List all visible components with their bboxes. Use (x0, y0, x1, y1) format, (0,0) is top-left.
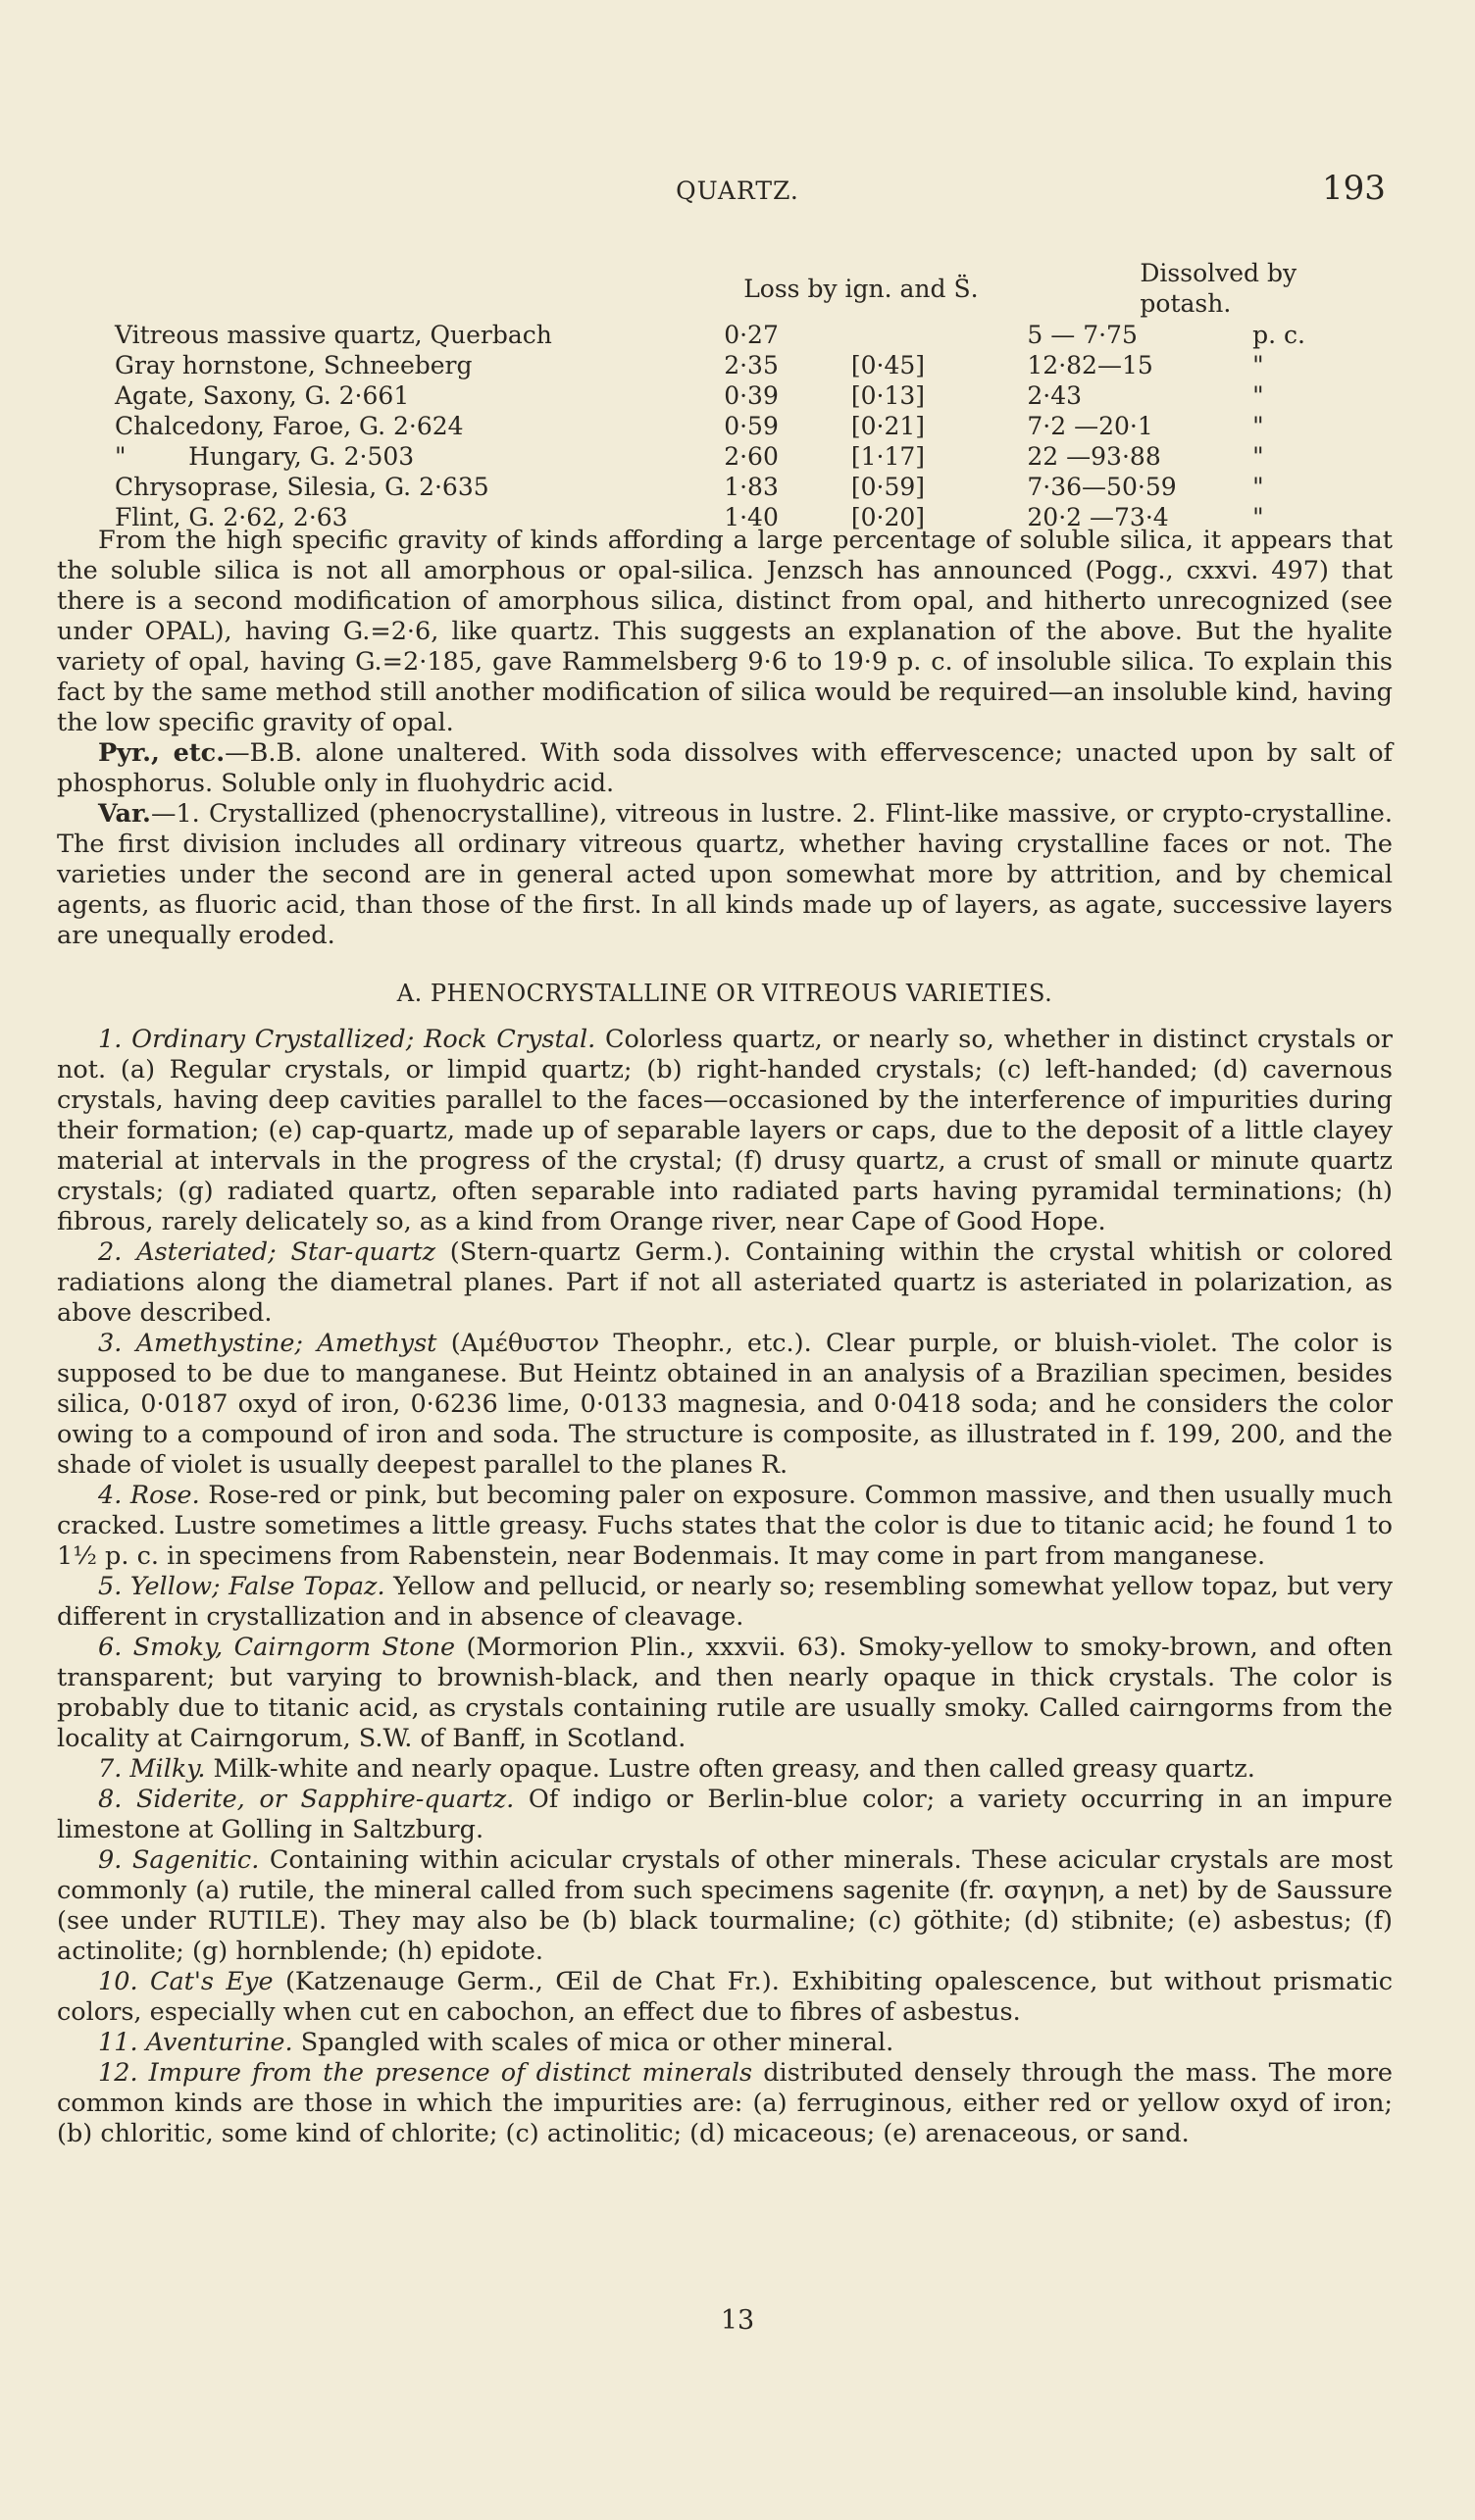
variety-text: distributed densely through the mass. The more common kinds are those in which the impurities are: (a) ferruginous, either red or yellow oxyd of iron; (b) chloritic, some kind of chlorite; (c) actinolitic; (d) micaceous; (e) arenaceous, or sand. (57, 2058, 1393, 2148)
variety-text: Containing within acicular crystals of other minerals. These acicular crystals are most commonly (a) rutile, the mineral called from such specimens sagenite (fr. σαγηνη, a net) by de Saussure (see under RUTILE). They may also be (b) black tourmaline; (c) göthite; (d) stibnite; (e) asbestus; (f) actinolite; (g) hornblende; (h) epidote. (57, 1845, 1394, 1966)
specimen-name: Chrysoprase, Silesia, G. 2·635 (115, 473, 489, 501)
body-text (57, 526, 1393, 2149)
var-text: —1. Crystallized (phenocrystalline), vitreous in lustre. 2. Flint-like massive, or crypto-crystalline. The first division includes all ordinary vitreous quartz, whether having crystalline faces or not. The varieties under the second are in general acted upon somewhat more by attrition, and by chemical agents, as fluoric acid, than those of the first. In all kinds made up of layers, as agate, successive layers are unequally eroded. (57, 799, 1393, 950)
pyr-label: Pyr., etc. (98, 738, 226, 768)
unit: " (1252, 503, 1264, 531)
table-row (115, 472, 1350, 502)
variety-entry (57, 2058, 1393, 2149)
variety-entry (57, 1481, 1393, 1572)
variety-label: 11. Aventurine. (98, 2028, 293, 2057)
variety-label: 7. Milky. (98, 1754, 206, 1784)
specimen-name: " Hungary, G. 2·503 (115, 442, 415, 471)
s-value: [0·59] (850, 473, 926, 501)
loss-value: 1·40 (724, 503, 779, 531)
variety-text: Colorless quartz, or nearly so, whether in distinct crystals or not. (a) Regular crystals, or limpid quartz; (b) right-handed crystals; (c) left-handed; (d) cavernous crystals, having deep cavities parallel to the faces—occasioned by the interference of impurities during their formation; (e) cap-quartz, made up of separable layers or caps, due to the deposit of a little clayey material at intervals in the progress of the crystal; (f) drusy quartz, a crust of small or minute quartz crystals; (g) radiated quartz, often separable into radiated parts having pyramidal terminations; (h) fibrous, rarely delicately so, as a kind from Orange river, near Cape of Good Hope. (57, 1025, 1393, 1236)
unit: p. c. (1252, 321, 1305, 349)
specimen-name: Flint, G. 2·62, 2·63 (115, 503, 348, 531)
dissolved-column-header: Dissolved by potash. (1140, 259, 1297, 318)
dissolved-value: 20·2 —73·4 (1027, 503, 1169, 531)
unit: " (1252, 351, 1264, 379)
variety-label: 8. Siderite, or Sapphire-quartz. (98, 1785, 515, 1814)
unit: " (1252, 473, 1264, 501)
variety-entry (57, 1967, 1393, 2028)
dissolved-value: 2·43 (1027, 381, 1083, 410)
unit: " (1252, 442, 1264, 471)
unit: " (1252, 381, 1264, 410)
variety-label: 5. Yellow; False Topaz. (98, 1572, 385, 1601)
dissolved-value: 12·82—15 (1027, 351, 1153, 379)
table-header-row (115, 257, 1350, 320)
paragraph-pyrognostics (57, 738, 1393, 799)
variety-text: (Mormorion Plin., xxxvii. 63). Smoky-yellow to smoky-brown, and often transparent; but varying to brownish-black, and then nearly opaque in thick crystals. The color is probably due to titanic acid, as crystals containing rutile are usually smoky. Called cairngorms from the locality at Cairngorum, S.W. of Banff, in Scotland. (57, 1633, 1393, 1753)
specimen-name: Agate, Saxony, G. 2·661 (115, 381, 410, 410)
dissolved-value: 7·36—50·59 (1027, 473, 1177, 501)
dissolved-value: 5 — 7·75 (1027, 321, 1138, 349)
variety-label: 9. Sagenitic. (98, 1845, 260, 1875)
specimen-name: Gray hornstone, Schneeberg (115, 351, 473, 379)
table-row (115, 350, 1350, 380)
dissolved-value: 7·2 —20·1 (1027, 412, 1153, 440)
signature-mark: 13 (720, 2305, 755, 2336)
variety-label: 1. Ordinary Crystallized; Rock Crystal. (98, 1025, 596, 1054)
variety-label: 4. Rose. (98, 1481, 200, 1510)
variety-text: (Stern-quartz Germ.). Containing within the crystal whitish or colored radiations along the diametral planes. Part if not all asteriated quartz is asteriated in polarization, as above described. (57, 1237, 1393, 1328)
variety-entry (57, 1572, 1393, 1633)
variety-label: 3. Amethystine; Amethyst (98, 1329, 437, 1358)
table-row (115, 320, 1350, 350)
variety-entry (57, 1633, 1393, 1754)
variety-text: (Αμέθυστον Theophr., etc.). Clear purple, or bluish-violet. The color is supposed to be due to manganese. But Heintz obtained in an analysis of a Brazilian specimen, besides silica, 0·0187 oxyd of iron, 0·6236 lime, 0·0133 magnesia, and 0·0418 soda; and he considers the color owing to a compound of iron and soda. The structure is composite, as illustrated in f. 199, 200, and the shade of violet is usually deepest parallel to the planes R. (57, 1329, 1393, 1480)
running-header: QUARTZ. (676, 176, 799, 205)
page-number: 193 (1322, 169, 1386, 208)
s-value: [1·17] (850, 442, 926, 471)
variety-label: 12. Impure from the presence of distinct minerals (98, 2058, 753, 2088)
loss-value: 0·39 (724, 381, 779, 410)
variety-entry (57, 1785, 1393, 1845)
specimen-name: Vitreous massive quartz, Querbach (115, 321, 552, 349)
table-row (115, 380, 1350, 411)
paragraph-varieties (57, 799, 1393, 951)
dissolved-value: 22 —93·88 (1027, 442, 1161, 471)
unit: " (1252, 412, 1264, 440)
variety-text: Spangled with scales of mica or other mineral. (292, 2028, 894, 2057)
pyr-text: —B.B. alone unaltered. With soda dissolves with effervescence; unacted upon by salt of phosphorus. Soluble only in fluohydric acid. (57, 738, 1393, 798)
s-value (851, 320, 1028, 350)
variety-entry (57, 1329, 1393, 1481)
variety-text: Of indigo or Berlin-blue color; a variety occurring in an impure limestone at Golling in Saltzburg. (57, 1785, 1393, 1844)
table-row (115, 411, 1350, 441)
section-heading: A. PHENOCRYSTALLINE OR VITREOUS VARIETIES. (396, 980, 1053, 1007)
var-label: Var. (98, 799, 151, 829)
variety-entry (57, 1754, 1393, 1785)
loss-value: 0·27 (724, 321, 779, 349)
loss-value: 2·60 (724, 442, 779, 471)
variety-entry (57, 1845, 1393, 1967)
variety-text: (Katzenauge Germ., Œil de Chat Fr.). Exhibiting opalescence, but without prismatic colors, especially when cut en cabochon, an effect due to fibres of asbestus. (57, 1967, 1394, 2027)
s-value: [0·20] (850, 503, 926, 531)
loss-column-header: Loss by ign. and S̈. (743, 274, 979, 303)
variety-text: Rose-red or pink, but becoming paler on exposure. Common massive, and then usually much cracked. Lustre sometimes a little greasy. Fuchs states that the color is due to titanic acid; he found 1 to 1½ p. c. in specimens from Rabenstein, near Bodenmais. It may come in part from manganese. (57, 1481, 1393, 1571)
loss-value: 2·35 (724, 351, 779, 379)
variety-entry (57, 2028, 1393, 2058)
variety-entry (57, 1237, 1393, 1329)
table-row (115, 441, 1350, 472)
variety-text: Milk-white and nearly opaque. Lustre often greasy, and then called greasy quartz. (205, 1754, 1255, 1784)
variety-label: 6. Smoky, Cairngorm Stone (98, 1633, 456, 1662)
loss-value: 0·59 (724, 412, 779, 440)
s-value: [0·13] (850, 381, 926, 410)
variety-text: Yellow and pellucid, or nearly so; resembling somewhat yellow topaz, but very different in crystallization and in absence of cleavage. (57, 1572, 1393, 1632)
specimen-name: Chalcedony, Faroe, G. 2·624 (115, 412, 464, 440)
paragraph-gravity: From the high specific gravity of kinds affording a large percentage of soluble silica, it appears that the soluble silica is not all amorphous or opal-silica. Jenzsch has announced (Pogg., cxxvi. 497) that there is a second modification of amorphous silica, distinct from opal, and hitherto unrecognized (see under OPAL), having G.=2·6, like quartz. This suggests an explanation of the above. But the hyalite variety of opal, having G.=2·185, gave Rammelsberg 9·6 to 19·9 p. c. of insoluble silica. To explain this fact by the same method still another modification of silica would be required—an insoluble kind, having the low specific gravity of opal. (57, 526, 1393, 737)
analysis-table (115, 257, 1350, 532)
s-value: [0·21] (850, 412, 926, 440)
variety-entry (57, 1025, 1393, 1237)
variety-label: 10. Cat's Eye (98, 1967, 274, 1996)
variety-label: 2. Asteriated; Star-quartz (98, 1237, 436, 1267)
loss-value: 1·83 (724, 473, 779, 501)
s-value: [0·45] (850, 351, 926, 379)
